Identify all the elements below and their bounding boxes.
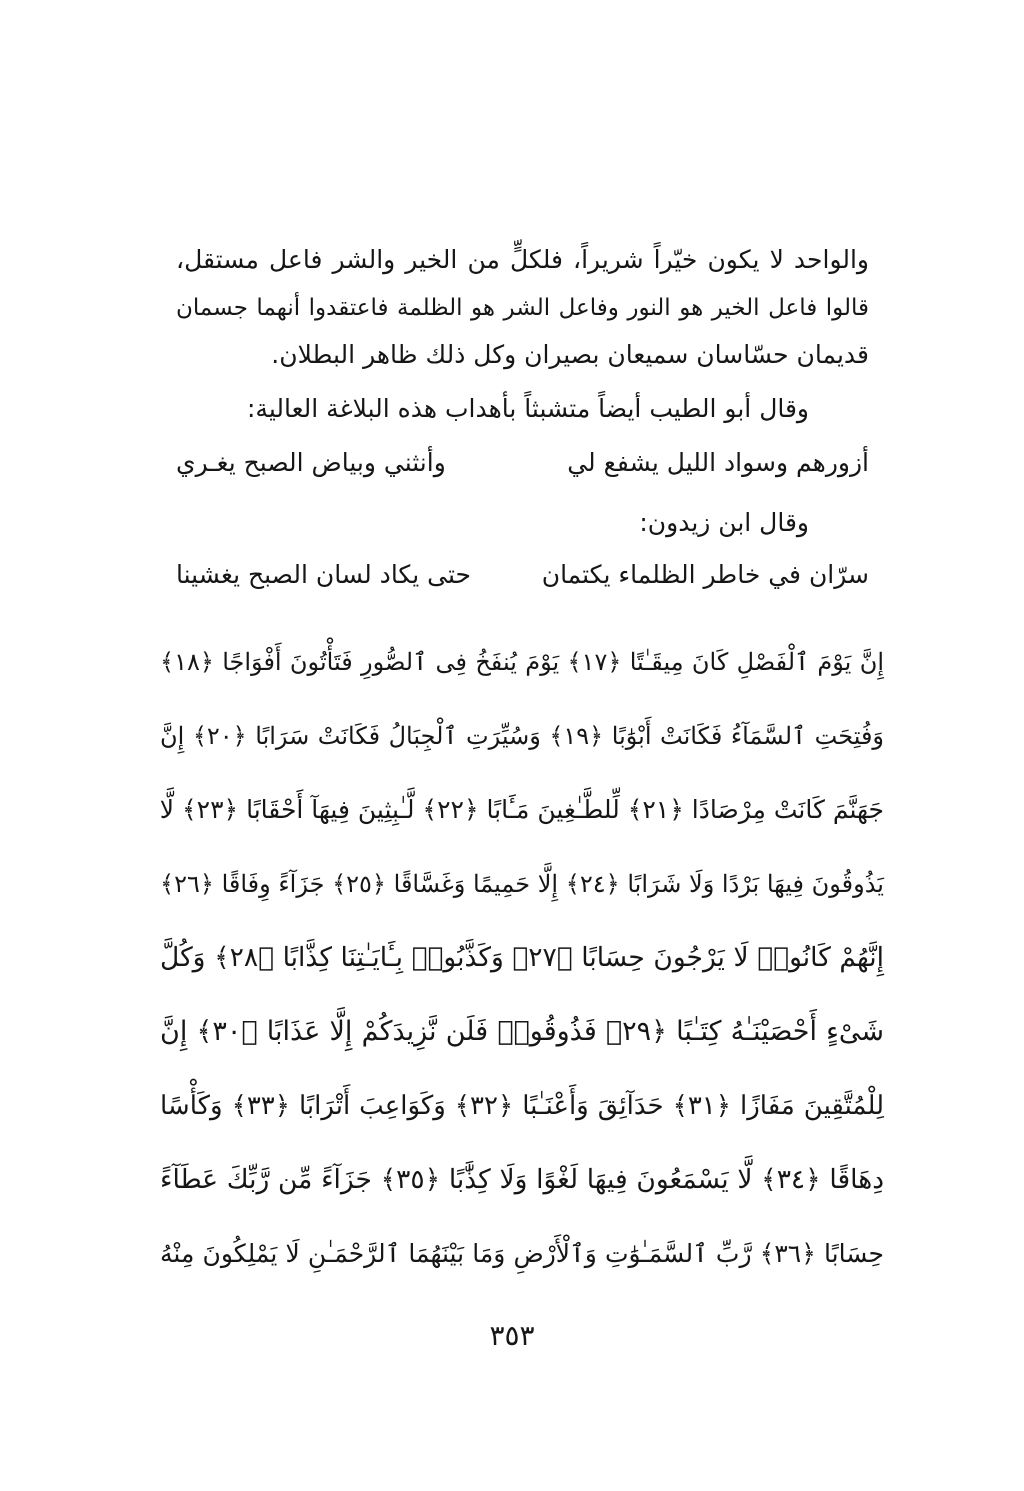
quran-line-1: إِنَّ يَوْمَ ٱلْفَصْلِ كَانَ مِيقَـٰتًا ﴿١٧﴾ يَوْمَ يُنفَخُ فِى ٱلصُّورِ فَتَأْتُونَ أَفْوَاجًا ﴿١٨﴾ [160,648,884,676]
verse-2-second-hemistich: حتى يكاد لسان الصبح يغشينا [176,560,471,589]
prose-line-1: والواحد لا يكون خيّراً شريراً، فلكلٍّ من الخير والشر فاعل مستقل، [176,245,869,274]
quran-line-5: إِنَّهُمْ كَانُوا۟ لَا يَرْجُونَ حِسَابًا ﴿٢٧﴾ وَكَذَّبُوا۟ بِـَٔايَـٰتِنَا كِذَّابًا ﴿٢٨﴾ وَكُلَّ [160,942,885,973]
quran-line-4: يَذُوقُونَ فِيهَا بَرْدًا وَلَا شَرَابًا ﴿٢٤﴾ إِلَّا حَمِيمًا وَغَسَّاقًا ﴿٢٥﴾ جَزَآءً وِفَاقًا ﴿٢٦﴾ [160,870,884,898]
quran-line-7: لِلْمُتَّقِينَ مَفَازًا ﴿٣١﴾ حَدَآئِقَ وَأَعْنَـٰبًا ﴿٣٢﴾ وَكَوَاعِبَ أَتْرَابًا ﴿٣٣﴾ وَكَأْسًا [160,1091,884,1121]
quran-line-8: دِهَاقًا ﴿٣٤﴾ لَّا يَسْمَعُونَ فِيهَا لَغْوًا وَلَا كِذَّٰبًا ﴿٣٥﴾ جَزَآءً مِّن رَّبِّكَ عَطَآءً [160,1164,884,1195]
quran-line-3: جَهَنَّمَ كَانَتْ مِرْصَادًا ﴿٢١﴾ لِّلطَّـٰغِينَ مَـَٔابًا ﴿٢٢﴾ لَّـٰبِثِينَ فِيهَآ أَحْقَابًا ﴿٢٣﴾ لَّا [159,795,884,824]
verse-row [176,553,869,597]
verse-2-first-hemistich: سرّان في خاطر الظلماء يكتمان [541,560,869,589]
prose-line-3: قديمان حسّاسان سميعان بصيران وكل ذلك ظاهر البطلان. [271,340,869,369]
intro-line: وقال أبو الطيب أيضاً متشبثاً بأهداب هذه البلاغة العالية: [247,394,809,423]
prose-line-2: قالوا فاعل الخير هو النور وفاعل الشر هو الظلمة فاعتقدوا أنهما جسمان [176,295,869,321]
verse-1-second-hemistich: وأنثني وبياض الصبح يغـري [176,448,446,477]
quran-line-6: شَىْءٍ أَحْصَيْنَـٰهُ كِتَـٰبًا ﴿٢٩﴾ فَذُوقُوا۟ فَلَن نَّزِيدَكُمْ إِلَّا عَذَابًا ﴿٣٠﴾ إِنَّ [160,1016,884,1047]
verse-row [176,441,869,485]
page-number: ٣٥٣ [489,1319,535,1352]
quran-line-2: وَفُتِحَتِ ٱلسَّمَآءُ فَكَانَتْ أَبْوَٰبًا ﴿١٩﴾ وَسُيِّرَتِ ٱلْجِبَالُ فَكَانَتْ سَرَابًا ﴿٢٠﴾ إِنَّ [160,722,885,750]
quran-line-9: حِسَابًا ﴿٣٦﴾ رَّبِّ ٱلسَّمَـٰوَٰتِ وَٱلْأَرْضِ وَمَا بَيْنَهُمَا ٱلرَّحْمَـٰنِ لَا يَمْلِكُونَ مِنْهُ [160,1239,884,1268]
verse-1-first-hemistich: أزورهم وسواد الليل يشفع لي [567,448,869,477]
intro-line: وقال ابن زيدون: [639,508,809,537]
